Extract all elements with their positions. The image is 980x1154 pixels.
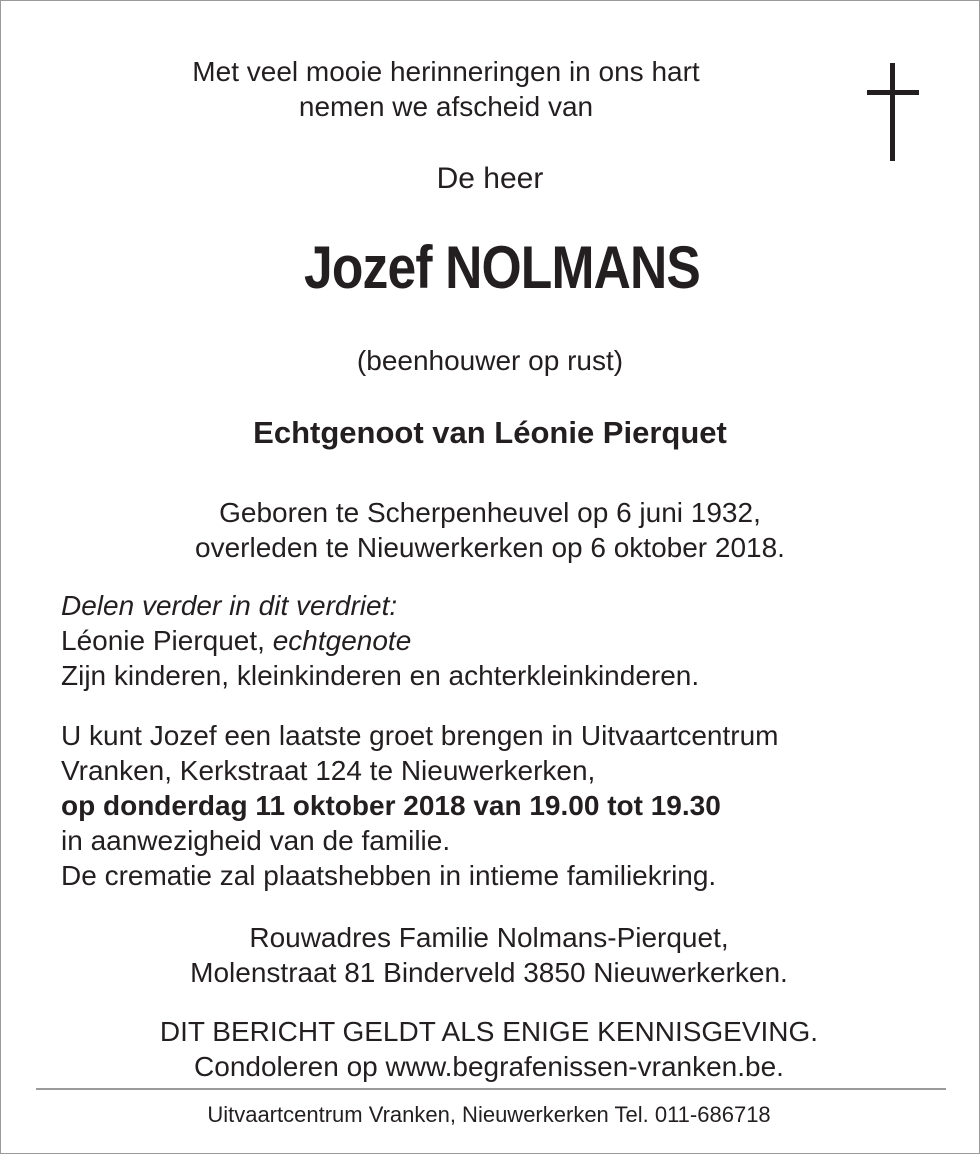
mourners-family: Zijn kinderen, kleinkinderen en achterkleinkinderen. (61, 660, 700, 691)
footer-divider (36, 1088, 946, 1090)
title-prefix: De heer (436, 162, 544, 195)
death-line: overleden te Nieuwerkerken op 6 oktober 2018. (195, 532, 785, 563)
mourning-address-line-2: Molenstraat 81 Binderveld 3850 Nieuwerkerken. (190, 957, 788, 988)
mourning-address-line-1: Rouwadres Familie Nolmans-Pierquet, (249, 922, 729, 953)
farewell-date: op donderdag 11 oktober 2018 van 19.00 tot 19.30 (61, 790, 721, 821)
farewell-line-2: Vranken, Kerkstraat 124 te Nieuwerkerken, (61, 755, 596, 786)
condolence-line: Condoleren op www.begrafenissen-vranken.be. (194, 1051, 784, 1082)
mourners-spouse-name: Léonie Pierquet, (61, 625, 265, 656)
footer-text: Uitvaartcentrum Vranken, Nieuwerkerken Tel. 011-686718 (207, 1102, 771, 1127)
intro-line-1: Met veel mooie herinneringen in ons hart (192, 56, 700, 87)
spouse-line: Echtgenoot van Léonie Pierquet (253, 415, 727, 450)
birth-line: Geboren te Scherpenheuvel op 6 juni 1932, (219, 497, 761, 528)
farewell-line-5: De crematie zal plaatshebben in intieme familiekring. (61, 860, 717, 891)
occupation: (beenhouwer op rust) (356, 345, 624, 376)
intro-line-2: nemen we afscheid van (298, 91, 594, 122)
farewell-line-1: U kunt Jozef een laatste groet brengen in Uitvaartcentrum (61, 720, 779, 751)
notice-line-1: DIT BERICHT GELDT ALS ENIGE KENNISGEVING. (159, 1016, 819, 1047)
mourners-heading: Delen verder in dit verdriet: (61, 590, 398, 621)
deceased-name: Jozef NOLMANS (304, 234, 700, 301)
mourners-spouse (61, 623, 411, 658)
farewell-line-4: in aanwezigheid van de familie. (61, 825, 451, 856)
mourners-spouse-role: echtgenote (272, 625, 412, 656)
